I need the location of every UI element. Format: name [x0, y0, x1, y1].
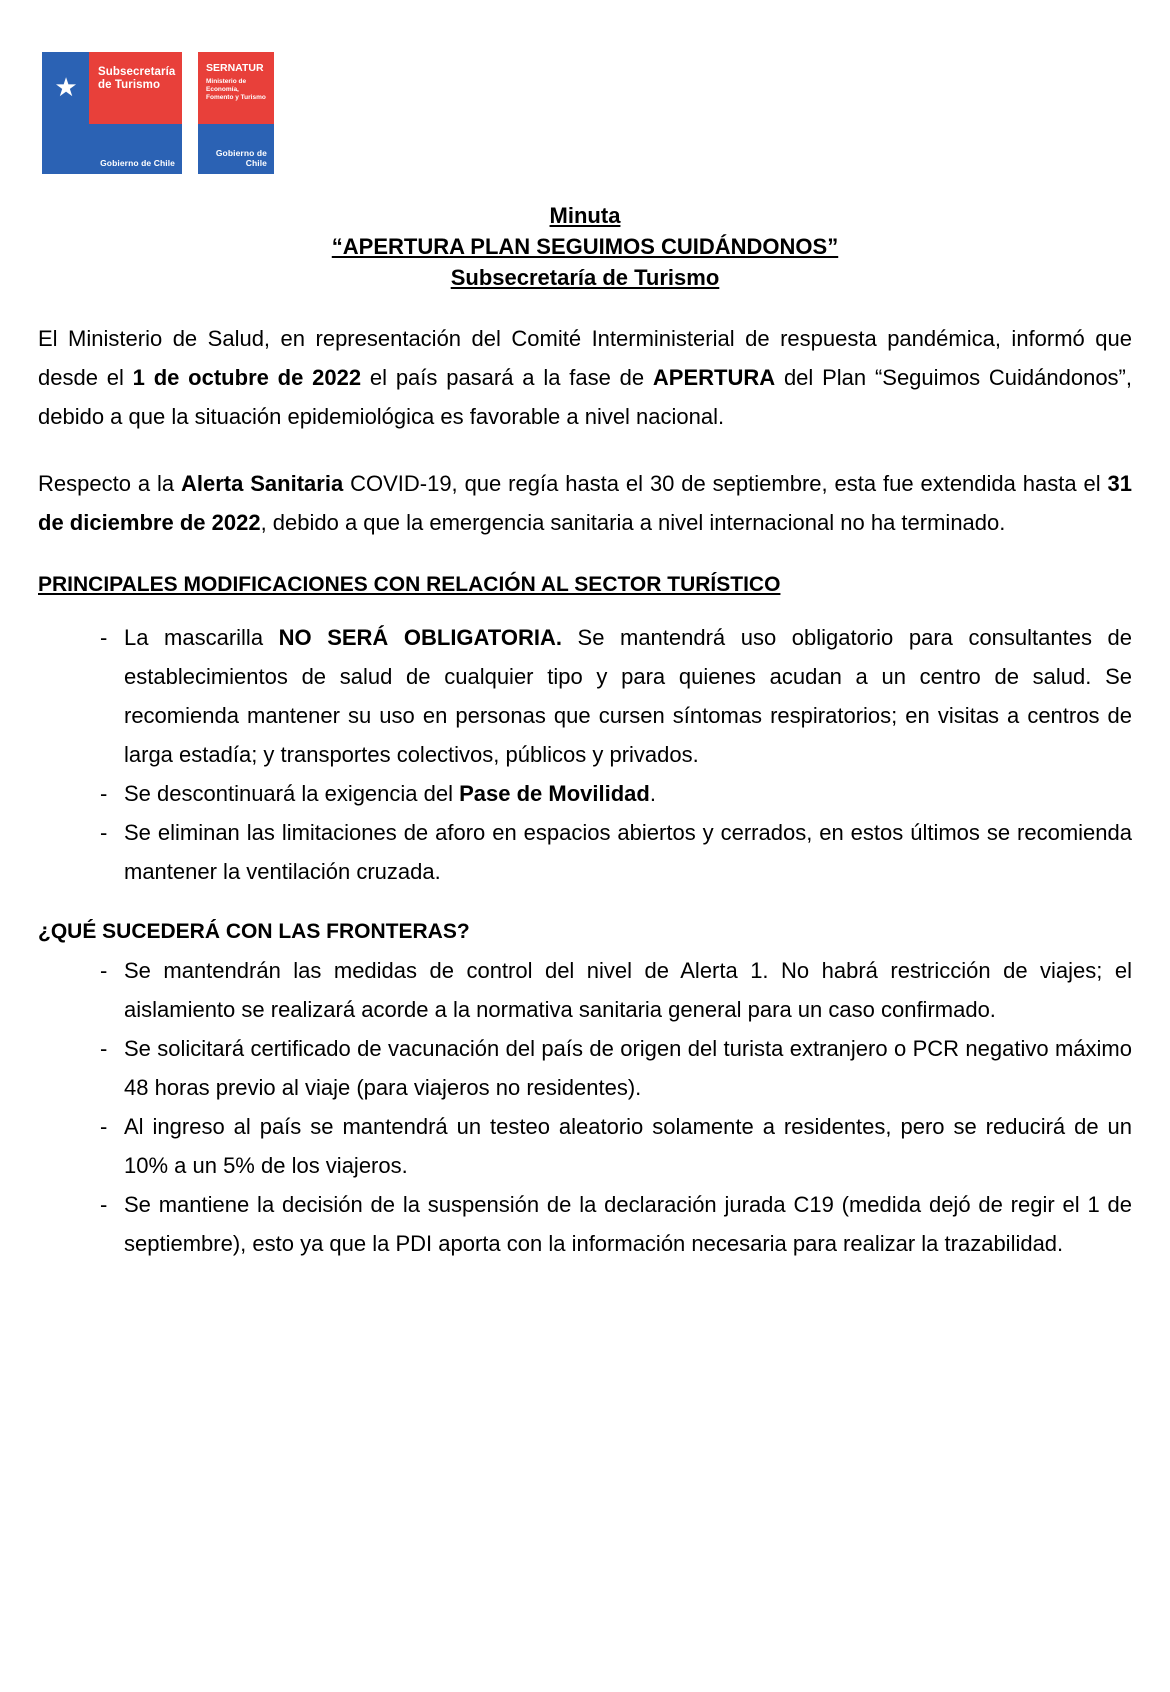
intro-p1-part-e: del Plan “Seguimos Cuidándonos”, debido a que la situación epidemiológica es favorable a nivel nacional.: [38, 365, 1132, 429]
list-item: [78, 813, 1132, 891]
intro-p1-date: 1 de octubre de 2022: [132, 365, 362, 390]
logo-gobierno-de-chile: [42, 52, 182, 174]
intro-paragraph-1: [38, 319, 1132, 436]
intro-paragraph-2: [38, 464, 1132, 542]
section-title-fronteras: ¿QUÉ SUCEDERÁ CON LAS FRONTERAS?: [38, 920, 470, 943]
list-item: [78, 774, 1132, 813]
intro-p2-alerta: Alerta Sanitaria: [181, 471, 344, 496]
logo-sernatur-footer: Gobierno de Chile: [215, 148, 267, 168]
page-title-line1: Minuta: [549, 203, 621, 228]
intro-p2-part-c: COVID-19, que regía hasta el 30 de septiembre, esta fue extendida hasta el: [343, 471, 1108, 496]
logo-gobierno-title: [98, 66, 175, 92]
logo-sernatur-line1: SERNATUR: [206, 62, 264, 74]
mod-item-2-a: Se eliminan las limitaciones de aforo en espacios abiertos y cerrados, en estos últimos se recomienda mantener la ventilación cruzada.: [124, 820, 1132, 884]
intro-p1-apertura: APERTURA: [652, 365, 776, 390]
logo-gobierno-line1: Subsecretaría: [98, 66, 176, 78]
section-title-modificaciones: PRINCIPALES MODIFICACIONES CON RELACIÓN AL SECTOR TURÍSTICO: [38, 573, 781, 596]
intro-p2-part-e: , debido a que la emergencia sanitaria a nivel internacional no ha terminado.: [260, 510, 1006, 535]
mod-item-0-b: NO SERÁ OBLIGATORIA.: [278, 625, 562, 650]
list-item: [78, 618, 1132, 774]
logo-sernatur-line2: Ministerio de Economía, Fomento y Turismo: [206, 78, 266, 101]
logo-gobierno-line2: de Turismo: [98, 79, 161, 91]
fronteras-list: [38, 951, 1132, 1263]
mod-item-1-a: Se descontinuará la exigencia del: [124, 781, 460, 806]
mod-item-0-a: La mascarilla: [124, 625, 279, 650]
frontera-item-0: Se mantendrán las medidas de control del nivel de Alerta 1. No habrá restricción de viajes; el aislamiento se realizará acorde a la normativa sanitaria general para un caso confirmado.: [124, 958, 1132, 1022]
logo-gobierno-footer: Gobierno de Chile: [100, 158, 175, 168]
intro-p2-part-a: Respecto a la: [38, 471, 181, 496]
page-title-line2: “APERTURA PLAN SEGUIMOS CUIDÁNDONOS”: [331, 234, 839, 259]
mod-item-0-c: Se mantendrá uso obligatorio para consultantes de establecimientos de salud de cualquier tipo y para quienes acudan a un centro de salud. Se recomienda mantener su uso en personas que cursen síntomas respiratorios; en visitas a centros de larga estadía; y transportes colectivos, públicos y privados.: [124, 625, 1132, 767]
frontera-item-3: Se mantiene la decisión de la suspensión de la declaración jurada C19 (medida dejó de regir el 1 de septiembre), esto ya que la PDI aporta con la información necesaria para realizar la trazabilidad.: [124, 1192, 1132, 1256]
mod-item-1-b: Pase de Movilidad: [459, 781, 650, 806]
mod-item-1-c: .: [649, 781, 656, 806]
intro-p1-part-a: El Ministerio de Salud, en representación del Comité Interministerial de respuesta pandémica, informó que desde el: [38, 326, 1132, 390]
list-item: [78, 951, 1132, 1029]
intro-p2-date: 31 de diciembre de 2022: [38, 471, 1132, 535]
logo-row: [42, 52, 1132, 174]
intro-p1-part-c: el país pasará a la fase de: [361, 365, 653, 390]
logo-sernatur: [198, 52, 274, 174]
list-item: [78, 1029, 1132, 1107]
page-title-line3: Subsecretaría de Turismo: [450, 265, 720, 290]
list-item: [78, 1107, 1132, 1185]
page-title: [38, 200, 1132, 293]
modificaciones-list: [38, 618, 1132, 891]
frontera-item-2: Al ingreso al país se mantendrá un testeo aleatorio solamente a residentes, pero se reducirá de un 10% a un 5% de los viajeros.: [124, 1114, 1132, 1178]
frontera-item-1: Se solicitará certificado de vacunación del país de origen del turista extranjero o PCR negativo máximo 48 horas previo al viaje (para viajeros no residentes).: [124, 1036, 1132, 1100]
coat-of-arms-icon: ★: [54, 72, 78, 102]
list-item: [78, 1185, 1132, 1263]
